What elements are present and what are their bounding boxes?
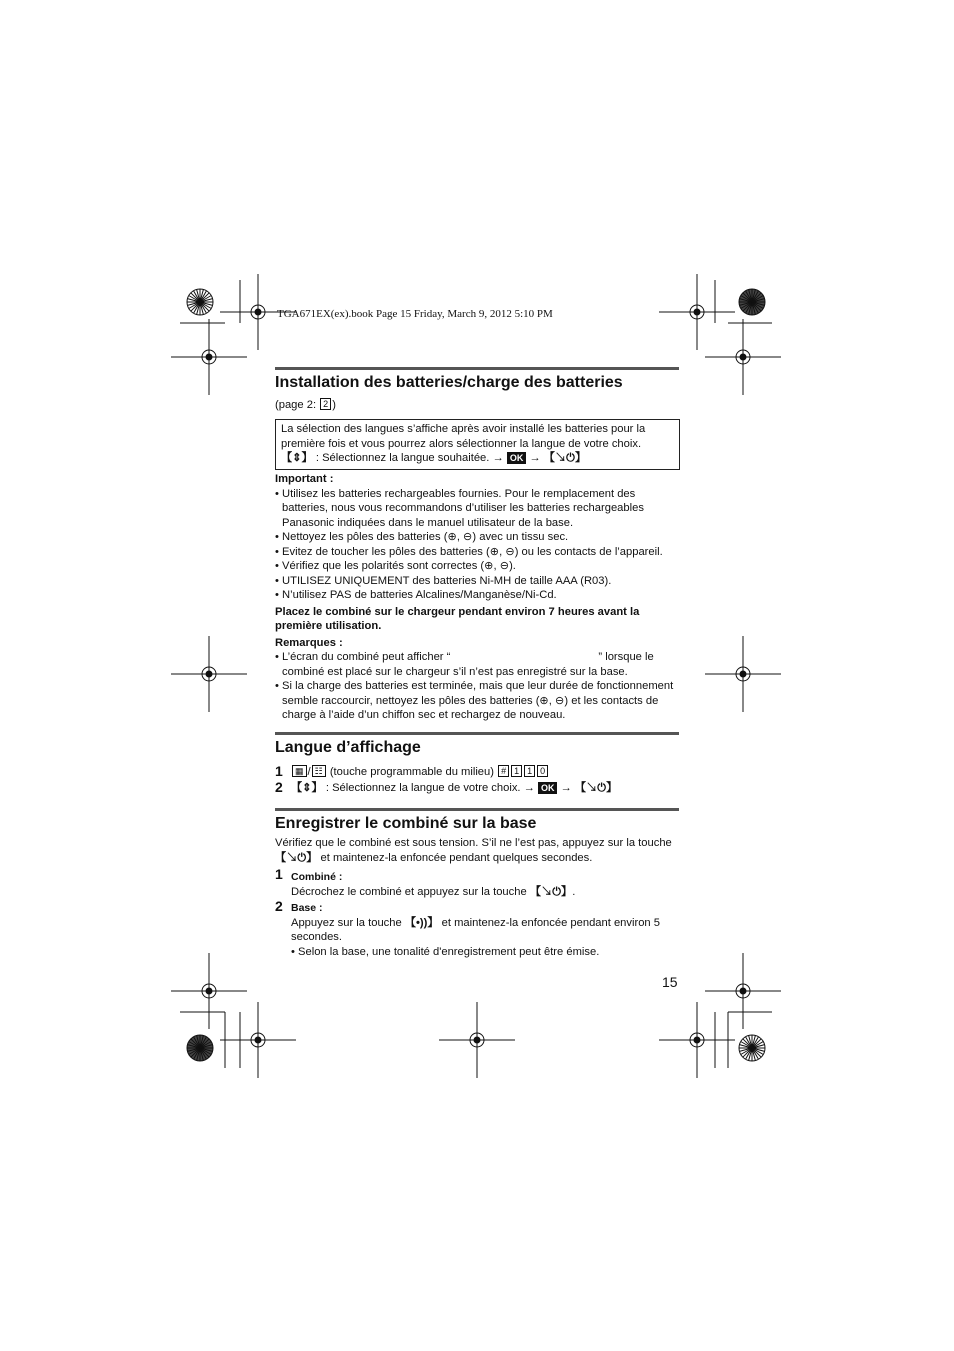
step-number: 1: [275, 866, 283, 882]
list-item: • Vérifiez que les polarités sont correctes (⊕, ⊖).: [275, 560, 516, 572]
list-item: • Nettoyez les pôles des batteries (⊕, ⊖) avec un tissu sec.: [275, 531, 569, 543]
list-item: • Utilisez les batteries rechargeables fournies. Pour le remplacement des batteries, nous vous recommandons d’utiliser les batteries rechargeables Panasonic indiquées dans le manuel utilisateur de la base.: [275, 487, 644, 529]
registration-dot: [255, 1037, 261, 1043]
registration-dot: [740, 354, 746, 360]
section-rule: [275, 732, 679, 735]
page-reference: (page 2: 2 ): [275, 399, 336, 411]
step-number: 2: [275, 898, 283, 914]
list-item: • Selon la base, une tonalité d'enregistrement peut être émise.: [291, 945, 600, 958]
ok-key: OK: [538, 782, 558, 794]
navigator-key-icon: 【⇕】: [281, 452, 313, 464]
off-power-key-icon: 【↘⏻】: [543, 452, 587, 464]
registration-dot: [694, 1037, 700, 1043]
step-number: 1: [275, 763, 283, 779]
page-key: 2: [320, 398, 331, 410]
registration-dot: [740, 988, 746, 994]
off-power-key-icon: 【↘⏻】: [529, 885, 573, 898]
page-number: 15: [662, 974, 678, 990]
list-item: • Si la charge des batteries est terminée, mais que leur durée de fonctionnement semble raccourcir, nettoyez les pôles des batteries (⊕, ⊖) et les contacts de charge à l’aide d’un chiffon sec et rechargez de nouveau.: [275, 680, 674, 721]
ok-key: OK: [507, 452, 527, 464]
list-item: • N’utilisez PAS de batteries Alcalines/Manganèse/Ni-Cd.: [275, 589, 557, 601]
section-title-language: Langue d’affichage: [275, 739, 421, 756]
important-label: Important :: [275, 473, 334, 485]
arrow-icon: →: [560, 782, 575, 794]
menu-icon: ▦: [292, 765, 307, 777]
section-rule: [275, 808, 679, 811]
box-line: première fois et vous pourrez alors sélectionner la langue de votre choix.: [281, 437, 642, 450]
registration-dot: [474, 1037, 480, 1043]
register-step-2: Base : Appuyez sur la touche 【•))】 et maintenez-la enfoncée pendant environ 5 secondes. • Selon la base, une tonalité d'enregistrement peut être émise.: [291, 901, 671, 959]
locator-key-icon: 【•))】: [404, 916, 439, 929]
registration-dot: [694, 309, 700, 315]
language-info-box: [275, 419, 680, 470]
register-intro: Vérifiez que le combiné est sous tension. S’il ne l’est pas, appuyez sur la touche 【↘⏻】 et maintenez-la enfoncée pendant quelques secondes.: [275, 837, 672, 864]
registration-dot: [255, 309, 261, 315]
list-item: • Evitez de toucher les pôles des batteries (⊕, ⊖) ou les contacts de l’appareil.: [275, 545, 663, 558]
register-step-1: Combiné : Décrochez le combiné et appuyez sur la touche 【↘⏻】.: [291, 871, 576, 898]
list-item: • UTILISEZ UNIQUEMENT des batteries Ni-MH de taille AAA (R03).: [275, 574, 612, 587]
navigator-key-icon: 【⇕】: [291, 782, 323, 794]
page-header: TGA671EX(ex).book Page 15 Friday, March 9, 2012 5:10 PM: [277, 308, 553, 320]
registration-dot: [206, 671, 212, 677]
registration-dot: [206, 354, 212, 360]
language-step-1: ▦ / ☷ (touche programmable du milieu) # 1 1 0: [291, 765, 671, 780]
registration-dot: [740, 671, 746, 677]
box-line: La sélection des langues s’affiche après avoir installé les batteries pour la: [281, 423, 646, 435]
language-step-2: 【⇕】 : Sélectionnez la langue de votre choix. → OK → 【↘⏻】: [291, 782, 618, 794]
arrow-icon: →: [523, 782, 538, 794]
important-block: [275, 472, 680, 723]
section-rule: [275, 367, 679, 370]
charge-note: Placez le combiné sur le chargeur pendant environ 7 heures avant la: [275, 605, 640, 618]
step-number: 2: [275, 779, 283, 795]
charge-note: première utilisation.: [275, 620, 382, 632]
list-icon: ☷: [312, 765, 326, 777]
remarks-label: Remarques :: [275, 636, 343, 649]
off-power-key-icon: 【↘⏻】: [275, 851, 318, 864]
section-title-batteries: Installation des batteries/charge des batteries: [275, 374, 623, 391]
arrow-icon: →: [529, 452, 544, 464]
arrow-icon: →: [492, 452, 507, 464]
section-title-register: Enregistrer le combiné sur la base: [275, 815, 537, 832]
off-power-key-icon: 【↘⏻】: [574, 782, 618, 794]
registration-dot: [206, 988, 212, 994]
list-item: • L’écran du combiné peut afficher “ ” lorsque le combiné est placé sur le chargeur s’il n’est pas enregistré sur la base.: [275, 651, 654, 678]
box-line: 【⇕】 : Sélectionnez la langue souhaitée. → OK → 【↘⏻】: [281, 452, 587, 464]
